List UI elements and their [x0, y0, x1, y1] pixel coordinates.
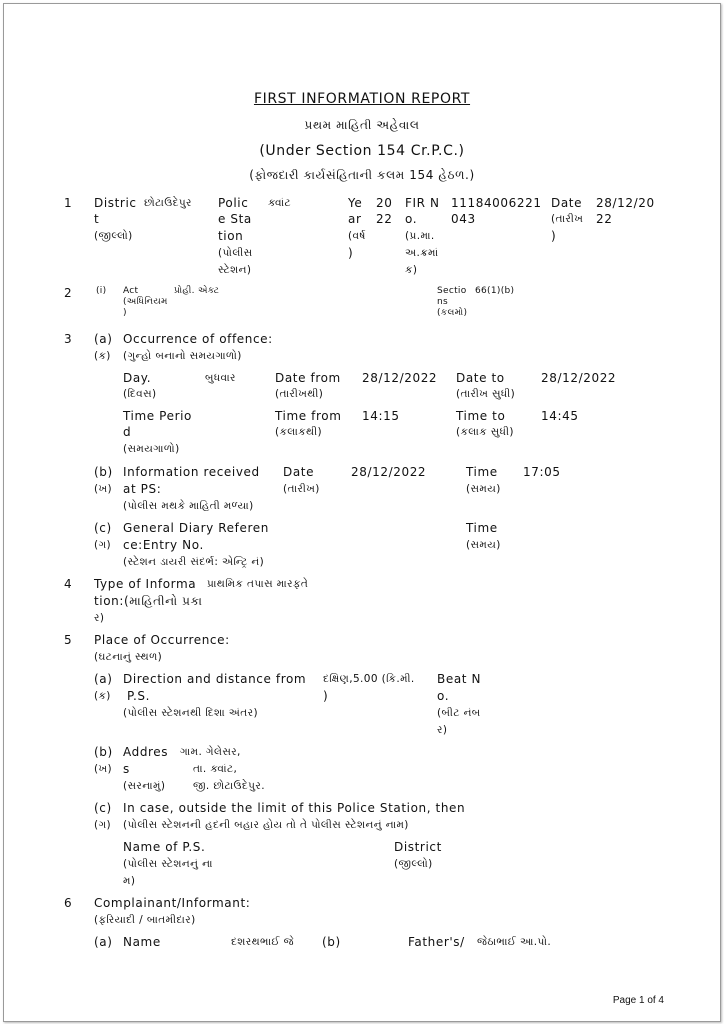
date-label-close: ) — [551, 229, 557, 243]
outside-limit-label-gujarati: (પોલીસ સ્ટેશનની હદની બહાર હોય તો તે પોલીસ સ્ટેશનનું નામ) — [123, 819, 409, 831]
info-type-label-line1: Type of Informa — [94, 577, 197, 591]
sections-label-gujarati: (કલમો) — [437, 308, 468, 318]
other-ps-name-label-gujarati: (પોલીસ સ્ટેશનનું ના — [123, 858, 213, 870]
address-value-line3: જી. છોટાઉદેપુર. — [193, 780, 265, 792]
other-ps-name-label: Name of P.S. — [123, 840, 206, 854]
date-to-label-gujarati: (તારીખ સુધી) — [456, 388, 516, 400]
time-period-label-line1: Time Perio — [123, 409, 192, 423]
year-label-line2: ar — [348, 212, 362, 226]
address-label-line1: Addres — [123, 745, 169, 759]
date-from-label: Date from — [275, 371, 341, 385]
act-label-close: ) — [123, 308, 127, 318]
year-label-close: ) — [348, 246, 354, 260]
time-to-label: Time to — [456, 409, 506, 423]
date-from-label-gujarati: (તારીખથી) — [275, 388, 324, 400]
occurrence-title: Occurrence of offence: — [123, 332, 273, 346]
fir-label-gujarati-2: અ.ક્રમાં — [405, 247, 439, 259]
info-type-label-line3: ર) — [94, 612, 105, 624]
year-value-line2: 22 — [376, 212, 393, 226]
section-5-number: 5 — [64, 633, 73, 647]
direction-label-line1: Direction and distance from — [123, 672, 307, 686]
beat-label-gujarati: (બીટ નંબ — [437, 707, 481, 719]
other-ps-name-label-close: મ) — [123, 875, 136, 887]
year-label-line1: Ye — [348, 196, 363, 210]
fir-label-gujarati-1: (પ્ર.મા. — [405, 230, 435, 242]
info-date-value: 28/12/2022 — [351, 465, 427, 479]
beat-label-line2: o. — [437, 689, 450, 703]
info-date-label-gujarati: (તારીખ) — [283, 483, 320, 495]
fir-number-line1: 11184006221 — [451, 196, 542, 210]
time-from-label-gujarati: (કલાકથી) — [275, 426, 322, 438]
info-time-value: 17:05 — [523, 465, 561, 479]
address-label-line2: s — [123, 762, 130, 776]
date-to-label: Date to — [456, 371, 505, 385]
other-district-label-gujarati: (જીલ્લો) — [394, 858, 433, 870]
section-4-number: 4 — [64, 577, 73, 591]
section-2-number: 2 — [64, 286, 73, 300]
general-diary-label-line2: ce:Entry No. — [123, 538, 204, 552]
info-time-label: Time — [466, 465, 498, 479]
direction-value-line2: ) — [323, 689, 329, 703]
report-subtitle: (Under Section 154 Cr.P.C.) — [259, 143, 465, 159]
direction-label-line2: P.S. — [127, 689, 151, 703]
act-label-gujarati: (અધિનિયમ — [123, 297, 168, 307]
gd-time-label-gujarati: (સમય) — [466, 539, 501, 551]
fir-label-gujarati-3: ક) — [405, 264, 418, 276]
complainant-title-gujarati: (ફરિયાદી / બાતમીદાર) — [94, 914, 196, 926]
address-value-line1: ગામ. ગેલેસર, — [180, 746, 241, 758]
ps-label-gujarati-1: (પોલીસ — [218, 247, 253, 259]
info-received-label-line1: Information received — [123, 465, 260, 479]
report-title: FIRST INFORMATION REPORT — [253, 91, 471, 107]
ps-label-gujarati-2: સ્ટેશન) — [218, 264, 252, 276]
place-title-gujarati: (ઘટનાનું સ્થળ) — [94, 651, 163, 663]
date-label-line1: Date — [551, 196, 583, 210]
district-label-gujarati: (જીલ્લો) — [94, 230, 133, 242]
info-type-label-line2: tion:(માહિતીનો પ્રકા — [94, 594, 203, 608]
section-3b-marker-gujarati: (ખ) — [94, 483, 113, 495]
day-label: Day. — [123, 371, 152, 385]
section-3c-marker-gujarati: (ગ) — [94, 539, 112, 551]
ps-label-line2: e Sta — [218, 212, 252, 226]
info-received-label-line2: at PS: — [123, 482, 162, 496]
section-3b-marker: (b) — [94, 465, 113, 479]
date-value-line1: 28/12/20 — [596, 196, 655, 210]
fir-number-line2: 043 — [451, 212, 476, 226]
section-3a-marker: (a) — [94, 332, 113, 346]
fir-label-line2: o. — [405, 212, 418, 226]
info-received-label-gujarati: (પોલીસ મથકે માહિતી મળ્યા) — [123, 500, 254, 512]
ps-label-line3: tion — [218, 229, 244, 243]
name-value: દશરથભાઈ જે — [231, 936, 294, 948]
date-label-gujarati: (તારીખ — [551, 213, 584, 225]
section-2-sub: (i) — [96, 286, 107, 296]
occurrence-title-gujarati: (ગુન્હો બનાનો સમયગાળો) — [123, 350, 242, 362]
outside-limit-label: In case, outside the limit of this Police Station, then — [123, 801, 466, 815]
year-value-line1: 20 — [376, 196, 393, 210]
day-label-gujarati: (દિવસ) — [123, 388, 157, 400]
complainant-title: Complainant/Informant: — [94, 896, 251, 910]
day-value: બુધવાર — [205, 372, 236, 384]
section-6b-marker: (b) — [322, 935, 341, 949]
place-title: Place of Occurrence: — [94, 633, 230, 647]
year-label-gujarati: (વર્ષ — [348, 230, 366, 242]
sections-value: 66(1)(b) — [475, 286, 515, 296]
section-6a-marker: (a) — [94, 935, 113, 949]
gd-time-label: Time — [466, 521, 498, 535]
section-5a-marker: (a) — [94, 672, 113, 686]
info-time-label-gujarati: (સમય) — [466, 483, 501, 495]
date-to-value: 28/12/2022 — [541, 371, 617, 385]
section-5b-marker: (b) — [94, 745, 113, 759]
date-from-value: 28/12/2022 — [362, 371, 438, 385]
time-to-value: 14:45 — [541, 409, 579, 423]
section-5a-marker-gujarati: (ક) — [94, 690, 111, 702]
report-title-gujarati: પ્રથમ માહિતી અહેવાલ — [304, 118, 420, 132]
address-label-gujarati: (સરનામું) — [123, 780, 166, 792]
ps-value: ક્વાંટ — [268, 197, 292, 209]
sections-label-line2: ns — [437, 297, 448, 307]
name-label: Name — [123, 935, 161, 949]
district-label-line2: t — [94, 212, 100, 226]
direction-label-gujarati: (પોલીસ સ્ટેશનથી દિશા અંતર) — [123, 707, 258, 719]
section-5b-marker-gujarati: (ખ) — [94, 763, 113, 775]
section-3c-marker: (c) — [94, 521, 112, 535]
time-from-value: 14:15 — [362, 409, 400, 423]
time-period-label-line2: d — [123, 425, 132, 439]
section-3a-marker-gujarati: (ક) — [94, 350, 111, 362]
page-number: Page 1 of 4 — [612, 995, 664, 1006]
date-value-line2: 22 — [596, 212, 613, 226]
section-5c-marker: (c) — [94, 801, 112, 815]
time-from-label: Time from — [275, 409, 342, 423]
section-3-number: 3 — [64, 332, 73, 346]
time-to-label-gujarati: (કલાક સુધી) — [456, 426, 514, 438]
time-period-label-gujarati: (સમયગાળો) — [123, 443, 180, 455]
report-subtitle-gujarati: (ફોજદારી કાર્યસંહિતાની કલમ 154 હેઠળ.) — [249, 168, 475, 182]
father-label: Father's/ — [408, 935, 465, 949]
act-value: પ્રોહી. એક્ટ — [174, 286, 220, 296]
ps-label-line1: Polic — [218, 196, 249, 210]
district-value: છોટાઉદેપુર — [144, 197, 192, 209]
beat-label-line1: Beat N — [437, 672, 482, 686]
sections-label-line1: Sectio — [437, 286, 467, 296]
direction-value-line1: દક્ષિણ,5.00 (કિ.મી. — [323, 673, 415, 685]
act-label: Act — [123, 286, 139, 296]
general-diary-label-line1: General Diary Referen — [123, 521, 269, 535]
address-value-line2: તા. ક્વાંટ, — [193, 763, 238, 775]
info-date-label: Date — [283, 465, 315, 479]
father-value: જેઠાભાઈ આ.પો. — [477, 936, 552, 948]
section-6-number: 6 — [64, 896, 73, 910]
beat-label-close: ર) — [437, 724, 448, 736]
other-district-label: District — [394, 840, 442, 854]
fir-label-line1: FIR N — [405, 196, 440, 210]
section-5c-marker-gujarati: (ગ) — [94, 819, 112, 831]
general-diary-label-gujarati: (સ્ટેશન ડાયરી સંદર્ભ: એન્ટ્રિ નં) — [123, 556, 265, 568]
district-label-line1: Distric — [94, 196, 137, 210]
info-type-value: પ્રાથમિક તપાસ મારફતે — [207, 578, 309, 590]
section-1-number: 1 — [64, 196, 73, 210]
